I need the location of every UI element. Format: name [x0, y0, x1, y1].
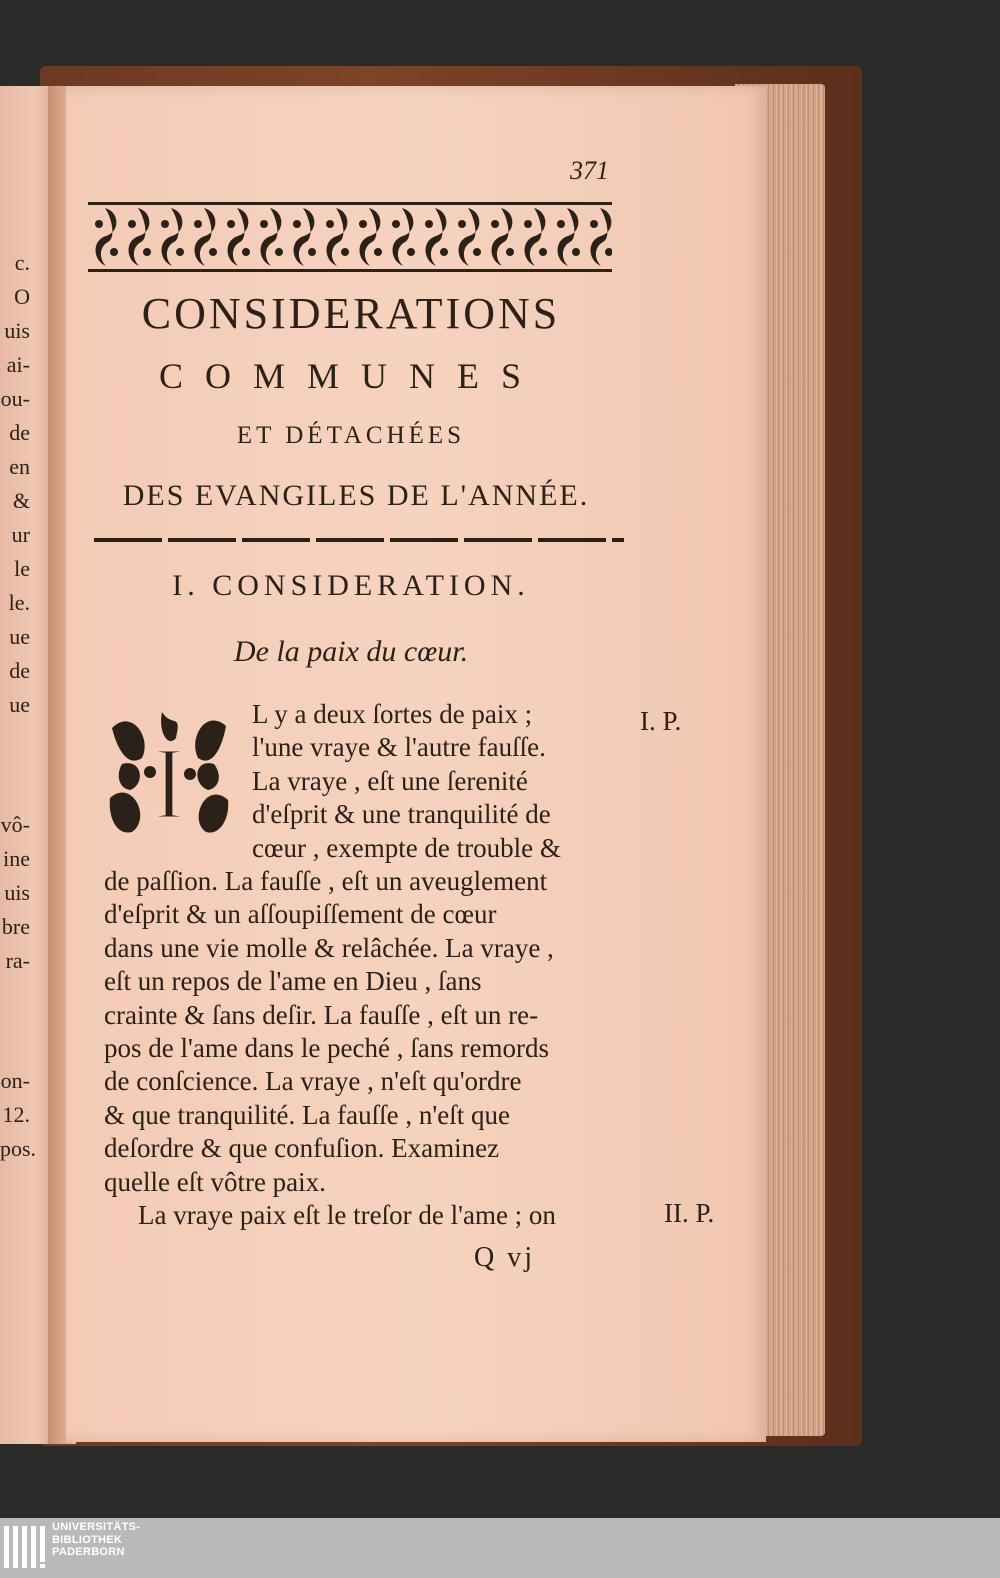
- left-fragment: de: [9, 658, 30, 683]
- body-line: d'eſprit & un aſſoupiſſement de cœur: [104, 899, 497, 930]
- left-fragment: ai-: [6, 352, 30, 377]
- left-fragment: ou-: [0, 386, 30, 411]
- ornament-dot: [524, 220, 532, 228]
- body-line: L y a deux ſortes de paix ;: [252, 699, 533, 729]
- ornament-motif: [129, 208, 150, 266]
- ornament-motif: [261, 208, 282, 266]
- ornament-motif: [426, 208, 447, 266]
- ornament-motif: [195, 208, 216, 266]
- left-fragment: le.: [8, 590, 30, 615]
- ornament-motif: [96, 208, 117, 266]
- left-fragment: O: [14, 284, 30, 309]
- left-fragment: uis: [4, 880, 30, 905]
- ornament-dot: [506, 248, 514, 256]
- body-line: d'eſprit & une tranquilité de: [252, 799, 551, 830]
- ornament-dot: [128, 220, 136, 228]
- ornament-dot: [590, 220, 598, 228]
- ornament-dot: [359, 220, 367, 228]
- body-line: cœur , exempte de trouble &: [252, 832, 561, 863]
- ornament-motif: [525, 208, 546, 266]
- right-page: [66, 86, 766, 1442]
- body-line: La vraye paix eſt le treſor de l'ame ; on: [138, 1200, 556, 1231]
- ornament-band: [88, 202, 612, 272]
- ornament-motif: [558, 208, 579, 266]
- body-line: de paſſion. La fauſſe , eſt un aveuglement: [104, 866, 548, 897]
- body-line: eſt un repos de l'ame en Dieu , ſans: [104, 966, 482, 997]
- footer-bar: [0, 1518, 1000, 1578]
- signature-mark: Q vj: [474, 1242, 535, 1273]
- ornament-dot: [110, 248, 118, 256]
- ornament-motif: [360, 208, 381, 266]
- ornament-dot: [209, 248, 217, 256]
- ornament-dot: [425, 220, 433, 228]
- ornament-dot: [308, 248, 316, 256]
- body-line: deſordre & que confuſion. Examinez: [104, 1133, 500, 1164]
- title-line-2: COMMUNES: [158, 356, 544, 396]
- left-fragment: ur: [11, 522, 30, 547]
- body-line: & que tranquilité. La fauſſe , n'eſt que: [104, 1099, 510, 1130]
- ornament-dot: [227, 220, 235, 228]
- ornament-motif: [459, 208, 480, 266]
- ornament-dot: [557, 220, 565, 228]
- ornament-dot: [407, 248, 415, 256]
- title-line-4: DES EVANGILES DE L'ANNÉE.: [122, 479, 590, 512]
- section-heading: I. CONSIDERATION.: [172, 569, 530, 602]
- ornament-dot: [275, 248, 283, 256]
- left-fragment: de: [9, 420, 30, 445]
- ornament-dot: [161, 220, 169, 228]
- title-rule: [94, 538, 624, 542]
- ornament-dot: [326, 220, 334, 228]
- left-fragment: &: [12, 488, 30, 513]
- body-line: crainte & ſans deſir. La fauſſe , eſt un re-: [104, 999, 539, 1030]
- ornament-dot: [539, 248, 547, 256]
- ornament-dot: [242, 248, 250, 256]
- logo-line-2: BIBLIOTHEK: [52, 1533, 123, 1546]
- left-fragment: en: [9, 454, 30, 479]
- left-fragment: pos.: [0, 1136, 37, 1161]
- ornament-dot: [194, 220, 202, 228]
- left-fragment: ue: [9, 692, 30, 717]
- library-logo-text: [52, 1521, 140, 1559]
- section-subtitle: De la paix du cœur.: [233, 635, 469, 668]
- ornament-border: [88, 202, 612, 205]
- ornament-dot: [341, 248, 349, 256]
- title-line-1: CONSIDERATIONS: [141, 289, 561, 338]
- margin-note-first-point: I. P.: [640, 706, 682, 736]
- drop-cap-letter: I: [151, 726, 187, 840]
- left-fragment: on-: [0, 1068, 30, 1093]
- ornament-dot: [392, 220, 400, 228]
- ornament-dot: [176, 248, 184, 256]
- ornament-motif: [162, 208, 183, 266]
- body-line: dans une vie molle & relâchée. La vraye ,: [104, 932, 554, 963]
- body-line: pos de l'ame dans le peché , ſans remords: [104, 1033, 549, 1064]
- ornament-dot: [440, 248, 448, 256]
- ornament-dot: [374, 248, 382, 256]
- library-logo-icon: [2, 1522, 50, 1572]
- left-fragment: bre: [1, 914, 30, 939]
- body-text: [104, 698, 654, 1233]
- ornament-motif: [492, 208, 513, 266]
- left-page-fragments: [0, 246, 37, 1166]
- body-line: La vraye , eſt une ſerenité: [252, 765, 528, 796]
- left-fragment: ine: [3, 846, 30, 871]
- ornament-motif: [591, 208, 612, 266]
- logo-line-3: PADERBORN: [52, 1546, 125, 1558]
- page-number: 371: [570, 156, 609, 185]
- left-fragment: c.: [14, 250, 30, 275]
- left-fragment: ue: [9, 624, 30, 649]
- body-line: quelle eſt vôtre paix.: [104, 1166, 326, 1197]
- ornament-border: [88, 269, 612, 272]
- ornament-dot: [473, 248, 481, 256]
- left-fragment: le: [14, 556, 30, 581]
- ornament-dot: [95, 220, 103, 228]
- margin-note-second-point: II. P.: [664, 1198, 715, 1228]
- ornament-motif: [228, 208, 249, 266]
- ornament-dot: [293, 220, 301, 228]
- ornament-motif: [327, 208, 348, 266]
- ornament-dot: [605, 248, 612, 256]
- left-fragment: ra-: [5, 948, 30, 973]
- ornament-dot: [260, 220, 268, 228]
- title-line-3: ET DÉTACHÉES: [236, 422, 466, 449]
- ornament-dot: [458, 220, 466, 228]
- left-fragment: uis: [4, 318, 30, 343]
- body-line: de conſcience. La vraye , n'eſt qu'ordre: [104, 1066, 522, 1097]
- ornament-dot: [491, 220, 499, 228]
- logo-line-1: UNIVERSITÄTS-: [52, 1521, 141, 1533]
- left-fragment: vô-: [0, 812, 30, 837]
- ornament-motif: [393, 208, 414, 266]
- body-line: l'une vraye & l'autre fauſſe.: [252, 732, 546, 763]
- left-fragment: 12.: [2, 1102, 30, 1127]
- ornament-dot: [572, 248, 580, 256]
- ornament-dot: [143, 248, 151, 256]
- ornament-motif: [294, 208, 315, 266]
